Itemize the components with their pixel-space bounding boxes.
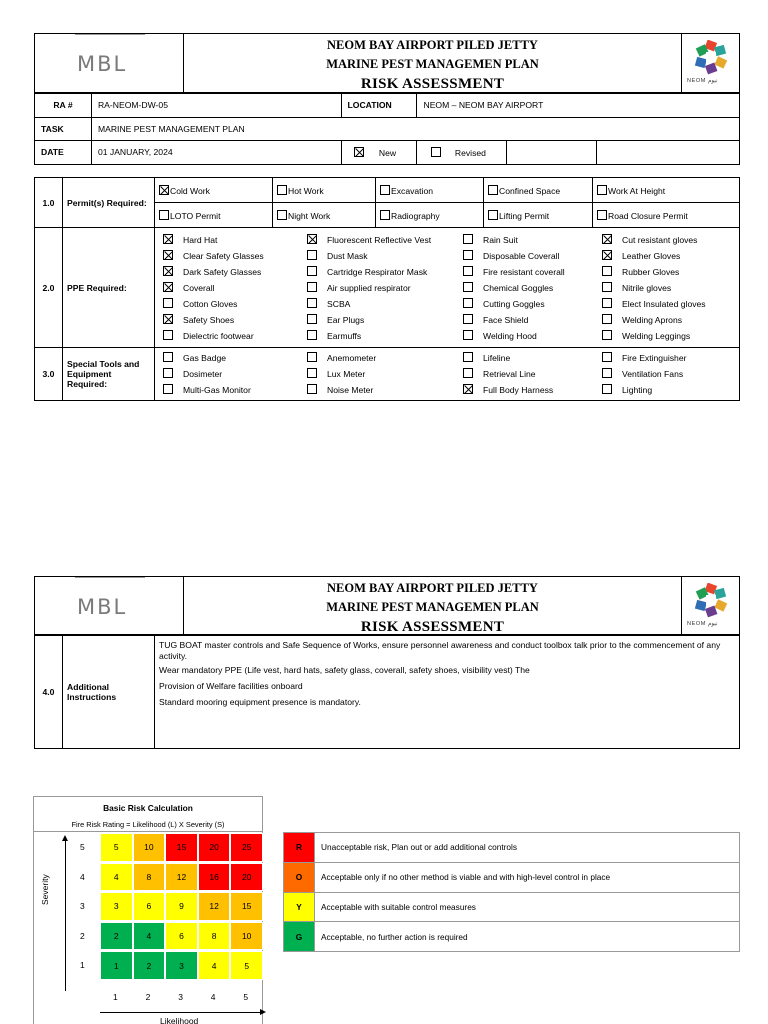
instruction-line-3: Provision of Welfare facilities onboard [159, 681, 303, 691]
checkbox[interactable] [463, 282, 473, 292]
new-checkbox[interactable] [354, 147, 364, 157]
tools-heading: Special Tools and Equipment Required: [63, 348, 155, 401]
risk-cell: 3 [165, 951, 198, 980]
legend-code: R [284, 833, 315, 863]
checkbox[interactable] [488, 210, 498, 220]
item-label: Face Shield [483, 314, 529, 325]
item-label: Earmuffs [327, 330, 362, 341]
item-label: Noise Meter [327, 385, 374, 395]
legend-description: Acceptable with suitable control measures [315, 892, 740, 922]
item-label: Elect Insulated gloves [622, 298, 706, 309]
list-item[interactable] [463, 296, 602, 312]
ppe-lists [155, 228, 740, 348]
list-item[interactable] [163, 296, 307, 312]
risk-cell: 8 [198, 922, 231, 951]
checkbox[interactable] [602, 384, 612, 394]
legend-row [284, 862, 740, 892]
tools-row [35, 348, 740, 401]
likelihood-tick: 1 [113, 992, 118, 1002]
risk-cell: 1 [100, 951, 133, 980]
item-label: Lighting [622, 385, 653, 395]
risk-cell: 5 [100, 833, 133, 862]
tools-list-2 [307, 350, 463, 398]
document-title [184, 34, 681, 92]
item-label: Rain Suit [483, 234, 518, 245]
list-item[interactable] [602, 366, 686, 382]
permit-radiography[interactable] [376, 203, 484, 228]
list-item[interactable] [307, 312, 463, 328]
neom-logo-text: NEOM نيوم [687, 78, 718, 84]
item-label: Coverall [183, 282, 215, 293]
permit-loto[interactable] [155, 203, 273, 228]
checkbox[interactable] [380, 185, 390, 195]
checkbox[interactable] [307, 234, 317, 244]
risk-cell: 8 [133, 863, 166, 892]
checkbox[interactable] [602, 266, 612, 276]
item-label: Lifeline [483, 353, 511, 363]
neom-logo-text: NEOM نيوم [687, 621, 718, 627]
ra-row [35, 94, 740, 118]
ppe-num: 2.0 [35, 228, 63, 348]
list-item[interactable] [163, 312, 307, 328]
checkbox[interactable] [488, 185, 498, 195]
permit-excavation[interactable] [376, 178, 484, 203]
checkbox[interactable] [163, 250, 173, 260]
permit-lifting[interactable] [484, 203, 593, 228]
document-header-page1 [34, 33, 740, 93]
document-title [184, 577, 681, 635]
legend-description: Unacceptable risk, Plan out or add additional controls [315, 833, 740, 863]
list-item[interactable] [602, 296, 706, 312]
task-label: TASK [35, 117, 92, 141]
item-label: Chemical Goggles [483, 282, 554, 293]
ppe-list-3 [463, 232, 602, 344]
severity-tick: 4 [80, 871, 85, 882]
task-value: MARINE PEST MANAGEMENT PLAN [91, 117, 739, 141]
risk-cell: 20 [230, 863, 263, 892]
checkbox[interactable] [463, 298, 473, 308]
permit-label: Hot Work [288, 185, 324, 196]
checkbox[interactable] [307, 352, 317, 362]
risk-cell: 12 [198, 892, 231, 921]
risk-cell: 20 [198, 833, 231, 862]
item-label: Anemometer [327, 353, 377, 363]
checkbox[interactable] [307, 250, 317, 260]
legend-code: O [284, 862, 315, 892]
revised-option[interactable] [417, 141, 507, 165]
document-header-page2 [34, 576, 740, 636]
tools-list-1 [163, 350, 307, 398]
permit-label: Lifting Permit [499, 210, 550, 221]
checkbox[interactable] [597, 210, 607, 220]
neom-logo-cell [681, 34, 739, 92]
risk-cell: 3 [100, 892, 133, 921]
mbl-logo: MBL [77, 52, 128, 76]
list-item[interactable] [602, 382, 686, 398]
list-item[interactable] [307, 248, 463, 264]
legend-code: Y [284, 892, 315, 922]
date-label: DATE [35, 141, 92, 165]
permit-label: Cold Work [170, 185, 210, 196]
item-label: Cutting Goggles [483, 298, 545, 309]
additional-row [35, 635, 740, 749]
risk-cell: 2 [100, 922, 133, 951]
legend-code: G [284, 922, 315, 952]
item-label: Dark Safety Glasses [183, 266, 262, 277]
list-item[interactable] [163, 366, 307, 382]
neom-logo-icon [694, 40, 728, 76]
severity-axis-label: Severity [40, 874, 50, 905]
revised-label: Revised [454, 147, 486, 158]
new-option[interactable] [341, 141, 417, 165]
item-label: Multi-Gas Monitor [183, 385, 251, 395]
checkbox[interactable] [463, 314, 473, 324]
checkbox[interactable] [307, 368, 317, 378]
legend-description: Acceptable, no further action is required [315, 922, 740, 952]
neom-logo-icon [694, 583, 728, 619]
additional-instructions-table [34, 634, 740, 749]
item-label: Lux Meter [327, 369, 366, 379]
checkbox[interactable] [163, 266, 173, 276]
item-label: Safety Shoes [183, 314, 235, 325]
severity-tick: 3 [80, 901, 85, 912]
date-blank-2 [597, 141, 740, 165]
likelihood-axis [100, 1012, 264, 1013]
item-label: Disposable Coverall [483, 250, 560, 261]
ppe-list-1 [163, 232, 307, 344]
checkbox[interactable] [380, 210, 390, 220]
risk-cell: 6 [165, 922, 198, 951]
checkbox[interactable] [602, 298, 612, 308]
list-item[interactable] [307, 382, 463, 398]
plan-title: MARINE PEST MANAGEMEN PLAN [326, 600, 539, 614]
item-label: Cartridge Respirator Mask [327, 266, 428, 277]
item-label: Dust Mask [327, 250, 368, 261]
tools-list-3 [463, 350, 602, 398]
permits-row-1 [35, 178, 740, 203]
checkbox[interactable] [463, 234, 473, 244]
instruction-line-2: Wear mandatory PPE (Life vest, hard hats, safety glass, coverall, safety shoes, visibility vest) The [159, 665, 530, 675]
requirements-table [34, 177, 740, 401]
risk-legend [283, 832, 740, 952]
neom-logo-cell [681, 577, 739, 635]
risk-cell: 15 [230, 892, 263, 921]
permit-label: Excavation [391, 185, 434, 196]
ppe-list-2 [307, 232, 463, 344]
list-item[interactable] [602, 280, 706, 296]
item-label: Hard Hat [183, 234, 218, 245]
plan-title: MARINE PEST MANAGEMEN PLAN [326, 57, 539, 71]
item-label: Dosimeter [183, 369, 223, 379]
checkbox[interactable] [463, 250, 473, 260]
item-label: SCBA [327, 298, 351, 309]
ppe-row [35, 228, 740, 348]
item-label: Clear Safety Glasses [183, 250, 264, 261]
task-row [35, 117, 740, 141]
item-label: Fluorescent Reflective Vest [327, 234, 432, 245]
checkbox[interactable] [159, 185, 169, 195]
checkbox[interactable] [602, 282, 612, 292]
item-label: Leather Gloves [622, 250, 681, 261]
checkbox[interactable] [602, 368, 612, 378]
risk-cell: 10 [133, 833, 166, 862]
instruction-line-1: TUG BOAT master controls and Safe Sequence of Works, ensure personnel awareness and conduct toolbox talk prior to the commencement of any activity. [159, 640, 721, 661]
list-item[interactable] [602, 312, 706, 328]
additional-heading: Additional Instructions [63, 635, 155, 749]
permit-label: Work At Height [608, 185, 666, 196]
ppe-list-4 [602, 232, 706, 344]
checkbox[interactable] [163, 368, 173, 378]
checkbox[interactable] [307, 314, 317, 324]
checkbox[interactable] [602, 330, 612, 340]
info-table [34, 93, 740, 165]
likelihood-tick: 3 [178, 992, 183, 1002]
list-item[interactable] [463, 248, 602, 264]
permit-road-closure[interactable] [593, 203, 740, 228]
severity-tick: 5 [80, 842, 85, 852]
list-item[interactable] [307, 350, 463, 366]
ra-value: RA-NEOM-DW-05 [91, 94, 341, 118]
instruction-line-4: Standard mooring equipment presence is mandatory. [159, 697, 361, 707]
date-blank-1 [507, 141, 597, 165]
risk-cell: 4 [198, 951, 231, 980]
permit-night-work[interactable] [273, 203, 376, 228]
list-item[interactable] [602, 350, 686, 366]
checkbox[interactable] [163, 384, 173, 394]
permit-label: Confined Space [499, 185, 561, 196]
list-item[interactable] [463, 232, 602, 248]
list-item[interactable] [163, 232, 307, 248]
tools-num: 3.0 [35, 348, 63, 401]
checkbox[interactable] [277, 185, 287, 195]
risk-cell: 12 [165, 863, 198, 892]
list-item[interactable] [602, 232, 706, 248]
item-label: Dielectric footwear [183, 330, 254, 341]
checkbox[interactable] [163, 352, 173, 362]
permit-label: Road Closure Permit [608, 210, 688, 221]
severity-axis [65, 837, 66, 991]
risk-cell: 25 [230, 833, 263, 862]
item-label: Air supplied respirator [327, 282, 411, 293]
mbl-logo: MBL [77, 595, 128, 619]
checkbox[interactable] [163, 298, 173, 308]
list-item[interactable] [163, 350, 307, 366]
project-title: NEOM BAY AIRPORT PILED JETTY [327, 38, 538, 52]
list-item[interactable] [163, 382, 307, 398]
checkbox[interactable] [163, 282, 173, 292]
additional-num: 4.0 [35, 635, 63, 749]
list-item[interactable] [307, 296, 463, 312]
checkbox[interactable] [597, 185, 607, 195]
list-item[interactable] [463, 280, 602, 296]
checkbox[interactable] [163, 314, 173, 324]
checkbox[interactable] [463, 368, 473, 378]
risk-cell: 9 [165, 892, 198, 921]
item-label: Cotton Gloves [183, 298, 238, 309]
risk-cell: 4 [100, 863, 133, 892]
item-label: Retrieval Line [483, 369, 536, 379]
list-item[interactable] [463, 312, 602, 328]
permits-heading: Permit(s) Required: [63, 178, 155, 228]
risk-cell: 2 [133, 951, 166, 980]
checkbox[interactable] [602, 352, 612, 362]
list-item[interactable] [307, 232, 463, 248]
checkbox[interactable] [463, 384, 473, 394]
severity-tick: 2 [80, 930, 85, 941]
checkbox[interactable] [602, 314, 612, 324]
list-item[interactable] [463, 264, 602, 280]
list-item[interactable] [307, 328, 463, 344]
location-value: NEOM – NEOM BAY AIRPORT [417, 94, 740, 118]
date-row [35, 141, 740, 165]
risk-matrix [33, 796, 263, 1024]
list-item[interactable] [307, 280, 463, 296]
list-item[interactable] [602, 328, 706, 344]
additional-body [155, 635, 740, 749]
list-item[interactable] [463, 328, 602, 344]
list-item[interactable] [602, 264, 706, 280]
item-label: Welding Hood [483, 330, 537, 341]
legend-row [284, 922, 740, 952]
list-item[interactable] [163, 328, 307, 344]
risk-cell: 10 [230, 922, 263, 951]
checkbox[interactable] [159, 210, 169, 220]
checkbox[interactable] [602, 250, 612, 260]
severity-tick: 1 [80, 960, 85, 971]
legend-description: Acceptable only if no other method is viable and with high-level control in place [315, 862, 740, 892]
ra-label: RA # [35, 94, 92, 118]
risk-cell: 16 [198, 863, 231, 892]
permit-confined-space[interactable] [484, 178, 593, 203]
item-label: Ventilation Fans [622, 369, 684, 379]
new-label: New [378, 147, 397, 158]
tools-list-4 [602, 350, 686, 398]
permits-num: 1.0 [35, 178, 63, 228]
list-item[interactable] [307, 264, 463, 280]
checkbox[interactable] [463, 330, 473, 340]
item-label: Rubber Gloves [622, 266, 680, 277]
list-item[interactable] [307, 366, 463, 382]
checkbox[interactable] [307, 384, 317, 394]
risk-matrix-subtitle: Fire Risk Rating = Likelihood (L) X Severity (S) [71, 820, 225, 829]
item-label: Cut resistant gloves [622, 234, 698, 245]
list-item[interactable] [602, 248, 706, 264]
permit-hot-work[interactable] [273, 178, 376, 203]
legend-row [284, 892, 740, 922]
mbl-logo-cell [35, 34, 184, 92]
item-label: Nitrile gloves [622, 282, 672, 293]
likelihood-tick: 4 [210, 992, 216, 1002]
date-value: 01 JANUARY, 2024 [91, 141, 341, 165]
checkbox[interactable] [277, 210, 287, 220]
tools-lists [155, 348, 740, 401]
doc-type-title: RISK ASSESSMENT [360, 619, 505, 635]
item-label: Gas Badge [183, 353, 226, 363]
list-item[interactable] [163, 248, 307, 264]
risk-cell: 5 [230, 951, 263, 980]
risk-cell: 15 [165, 833, 198, 862]
checkbox[interactable] [463, 266, 473, 276]
list-item[interactable] [463, 350, 602, 366]
revised-checkbox[interactable] [431, 147, 441, 157]
permit-cold-work[interactable] [155, 178, 273, 203]
list-item[interactable] [163, 280, 307, 296]
item-label: Welding Aprons [622, 314, 683, 325]
risk-matrix-title: Basic Risk Calculation [103, 803, 193, 813]
permit-label: LOTO Permit [170, 210, 221, 221]
legend-row [284, 833, 740, 863]
item-label: Welding Leggings [622, 330, 691, 341]
checkbox[interactable] [463, 352, 473, 362]
item-label: Fire Extinguisher [622, 353, 687, 363]
project-title: NEOM BAY AIRPORT PILED JETTY [327, 581, 538, 595]
checkbox[interactable] [163, 234, 173, 244]
item-label: Full Body Harness [483, 385, 554, 395]
mbl-logo-cell [35, 577, 184, 635]
list-item[interactable] [463, 366, 602, 382]
list-item[interactable] [163, 264, 307, 280]
list-item[interactable] [463, 382, 602, 398]
permit-label: Night Work [288, 210, 331, 221]
checkbox[interactable] [163, 330, 173, 340]
permit-label: Radiography [391, 210, 440, 221]
item-label: Ear Plugs [327, 314, 365, 325]
checkbox[interactable] [307, 266, 317, 276]
item-label: Fire resistant coverall [483, 266, 565, 277]
likelihood-tick: 5 [243, 992, 249, 1002]
permit-work-at-height[interactable] [593, 178, 740, 203]
doc-type-title: RISK ASSESSMENT [360, 76, 505, 92]
checkbox[interactable] [602, 234, 612, 244]
likelihood-axis-label: Likelihood [160, 1016, 199, 1024]
location-label: LOCATION [341, 94, 417, 118]
risk-cell: 6 [133, 892, 166, 921]
risk-cell: 4 [133, 922, 166, 951]
checkbox[interactable] [307, 330, 317, 340]
ppe-heading: PPE Required: [63, 228, 155, 348]
checkbox[interactable] [307, 282, 317, 292]
likelihood-tick: 2 [145, 992, 151, 1002]
checkbox[interactable] [307, 298, 317, 308]
